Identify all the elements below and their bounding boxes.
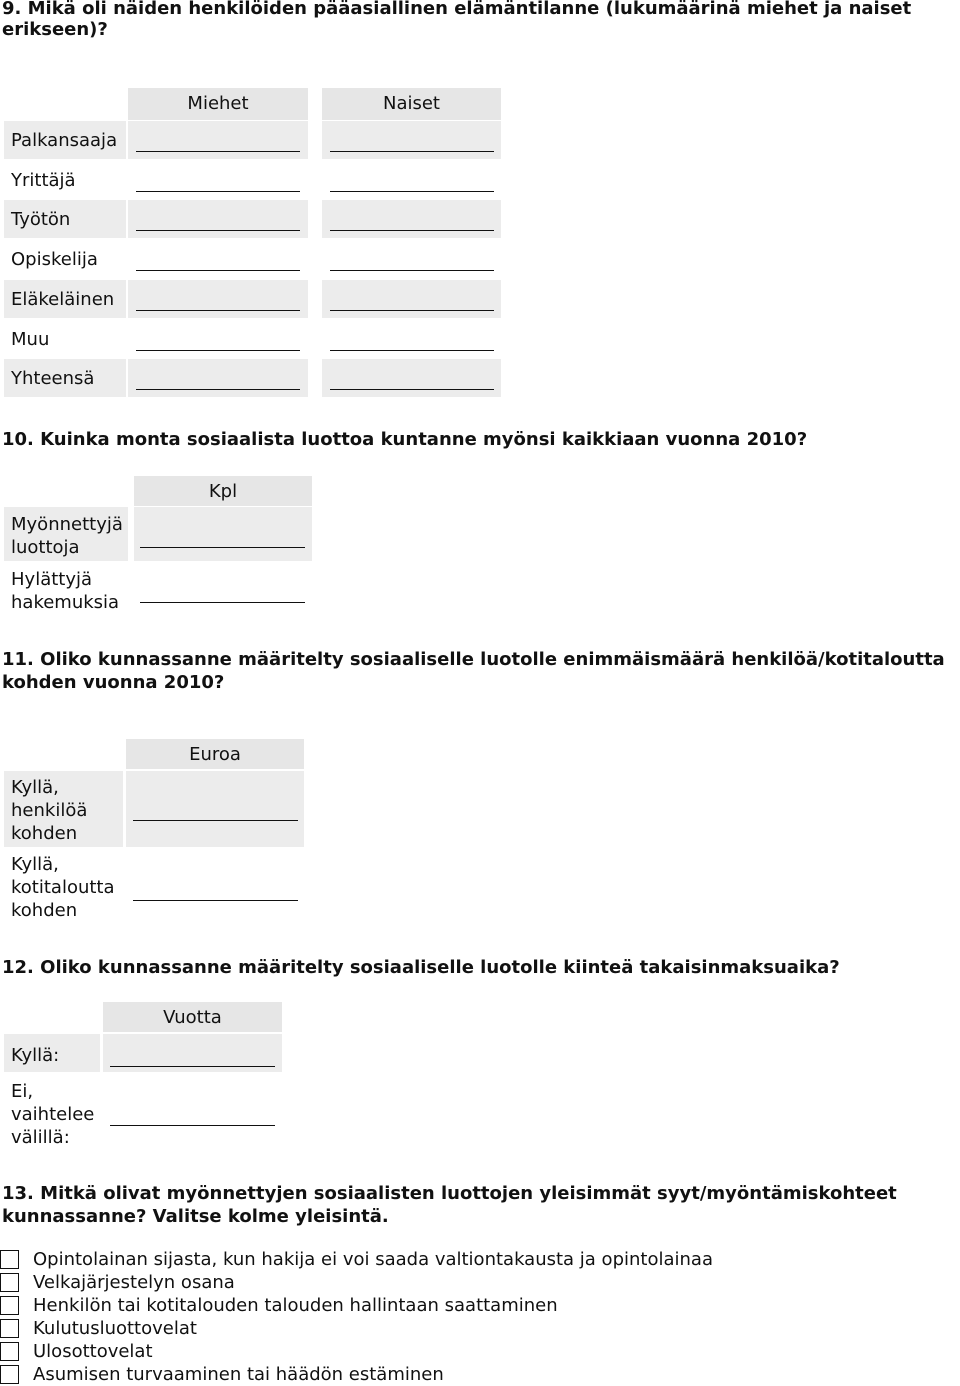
row-label-granted-line1: Myönnettyjä (11, 514, 123, 535)
per-person-input-bg (126, 771, 304, 847)
row-label: Opiskelija (11, 249, 98, 271)
row-label-per-person-line1: Kyllä, (11, 777, 59, 798)
granted-loans-field[interactable] (140, 547, 305, 548)
row-label-per-person-line3: kohden (11, 823, 78, 844)
checkbox-label: Henkilön tai kotitalouden talouden hallintaan saattaminen (33, 1295, 558, 1316)
men-count-field[interactable] (136, 270, 300, 271)
women-count-field[interactable] (330, 270, 494, 271)
question-9-title-line2: erikseen)? (2, 19, 108, 40)
checkbox[interactable] (0, 1365, 19, 1384)
checkbox-label: Kulutusluottovelat (33, 1318, 197, 1339)
row-label-per-household-line1: Kyllä, (11, 854, 59, 875)
row-label-varies-line3: välillä: (11, 1127, 70, 1148)
men-count-field[interactable] (136, 310, 300, 311)
repayment-years-field[interactable] (110, 1066, 275, 1067)
row-label-granted-line2: luottoja (11, 537, 80, 558)
women-input-bg (322, 280, 501, 318)
men-count-field[interactable] (136, 350, 300, 351)
row-label: Yrittäjä (11, 169, 76, 191)
row-label-rejected-line2: hakemuksia (11, 592, 120, 613)
per-person-amount-field[interactable] (133, 820, 298, 821)
women-count-field[interactable] (330, 350, 494, 351)
row-label-per-household-line3: kohden (11, 900, 78, 921)
row-label-per-household-line2: kotitaloutta (11, 877, 115, 898)
question-13-title-line2: kunnassanne? Valitse kolme yleisintä. (2, 1206, 389, 1227)
checkbox[interactable] (0, 1250, 19, 1269)
checkbox[interactable] (0, 1296, 19, 1315)
checkbox-label: Opintolainan sijasta, kun hakija ei voi saada valtiontakausta ja opintolainaa (33, 1249, 713, 1270)
men-count-field[interactable] (136, 389, 300, 390)
column-header-euroa: Euroa (126, 739, 304, 769)
checkbox[interactable] (0, 1342, 19, 1361)
men-input-bg (128, 280, 308, 318)
row-label-per-person-line2: henkilöä (11, 800, 88, 821)
column-header-vuotta: Vuotta (103, 1002, 282, 1032)
repayment-range-field[interactable] (110, 1125, 275, 1126)
column-header-men: Miehet (128, 88, 308, 120)
question-11-title-line1: 11. Oliko kunnassanne määritelty sosiaaliselle luotolle enimmäismäärä henkilöä/kotitaloutta (2, 649, 945, 670)
question-10-title: 10. Kuinka monta sosiaalista luottoa kuntanne myönsi kaikkiaan vuonna 2010? (2, 429, 808, 450)
rejected-applications-field[interactable] (140, 602, 305, 603)
women-count-field[interactable] (330, 230, 494, 231)
column-header-kpl: Kpl (134, 476, 312, 506)
men-count-field[interactable] (136, 230, 300, 231)
per-household-amount-field[interactable] (133, 900, 298, 901)
row-label: Palkansaaja (11, 130, 118, 151)
checkbox-label: Asumisen turvaaminen tai häädön estäminen (33, 1364, 444, 1385)
row-label-rejected-line1: Hylättyjä (11, 569, 93, 590)
men-input-bg (128, 121, 308, 159)
men-count-field[interactable] (136, 151, 300, 152)
question-12-title: 12. Oliko kunnassanne määritelty sosiaaliselle luotolle kiinteä takaisinmaksuaika? (2, 957, 840, 978)
row-label-yes: Kyllä: (11, 1045, 60, 1066)
question-13-title-line1: 13. Mitkä olivat myönnettyjen sosiaalisten luottojen yleisimmät syyt/myöntämiskohteet (2, 1183, 897, 1204)
women-input-bg (322, 121, 501, 159)
checkbox-label: Ulosottovelat (33, 1341, 153, 1362)
question-11-title-line2: kohden vuonna 2010? (2, 672, 225, 693)
row-label: Muu (11, 328, 50, 350)
women-count-field[interactable] (330, 151, 494, 152)
women-count-field[interactable] (330, 310, 494, 311)
men-input-bg (128, 200, 308, 238)
question-9-title-line1: 9. Mikä oli näiden henkilöiden pääasiallinen elämäntilanne (lukumäärinä miehet ja naiset (2, 0, 912, 19)
row-label: Työtön (11, 209, 71, 231)
women-count-field[interactable] (330, 191, 494, 192)
column-header-women: Naiset (322, 88, 501, 120)
row-label-varies-line2: vaihtelee (11, 1104, 95, 1125)
men-count-field[interactable] (136, 191, 300, 192)
women-input-bg (322, 200, 501, 238)
checkbox[interactable] (0, 1273, 19, 1292)
men-input-bg (128, 359, 308, 397)
checkbox-label: Velkajärjestelyn osana (33, 1272, 235, 1293)
women-input-bg (322, 359, 501, 397)
row-label-varies-line1: Ei, (11, 1081, 34, 1102)
checkbox[interactable] (0, 1319, 19, 1338)
row-label: Yhteensä (11, 368, 95, 390)
granted-input-bg (134, 507, 312, 561)
row-label: Eläkeläinen (11, 288, 115, 310)
women-count-field[interactable] (330, 389, 494, 390)
